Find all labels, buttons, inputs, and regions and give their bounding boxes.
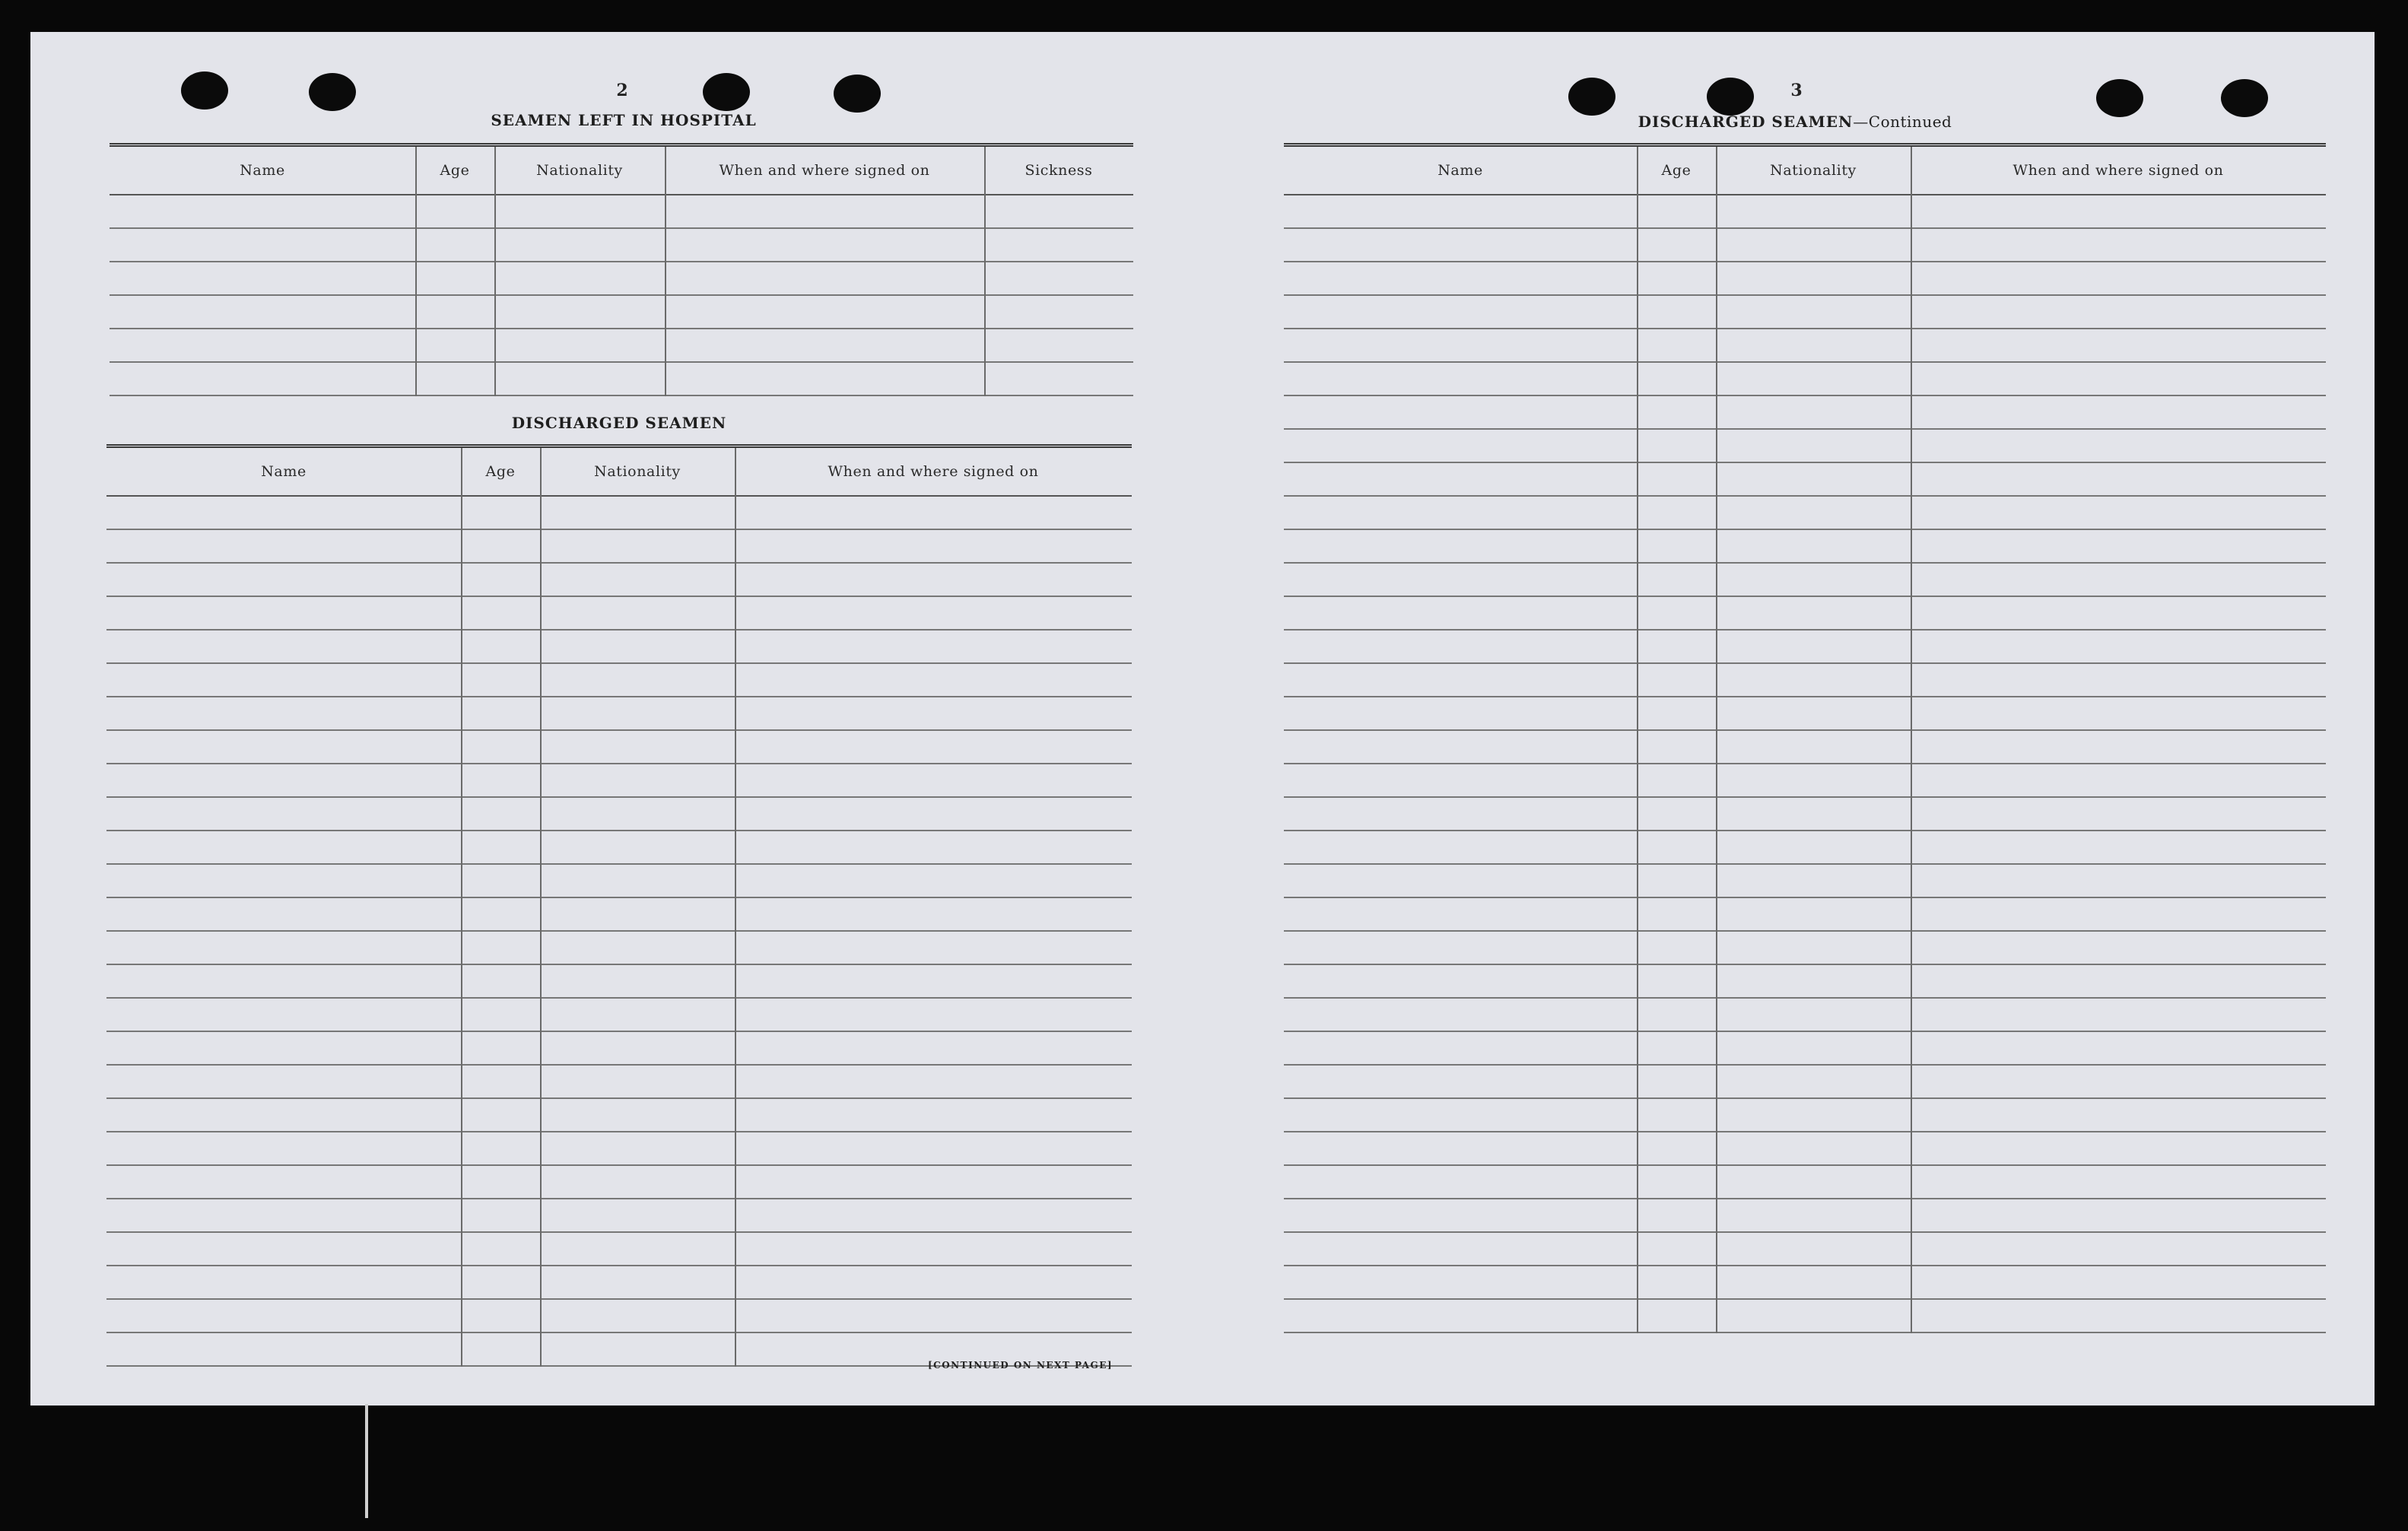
page-number-left: 2 (616, 81, 628, 100)
column-header-signed-on: When and where signed on (2012, 162, 2224, 179)
table-row (1284, 898, 2326, 932)
column-header-name: Name (240, 162, 285, 179)
table-row (106, 497, 1132, 530)
table-row (1284, 1199, 2326, 1233)
table-row (1284, 1266, 2326, 1300)
table-row (106, 697, 1132, 731)
punch-hole (309, 73, 356, 111)
column-divider (1911, 147, 1912, 1333)
column-header-nationality: Nationality (1770, 162, 1857, 179)
table-row (1284, 1099, 2326, 1132)
table-row (110, 296, 1133, 329)
table-row (106, 865, 1132, 898)
table-row (110, 262, 1133, 296)
table-row (106, 1066, 1132, 1099)
table-row (106, 1199, 1132, 1233)
table-row (1284, 1300, 2326, 1333)
table-row (106, 631, 1132, 664)
table-row (1284, 731, 2326, 764)
hospital-section-title: SEAMEN LEFT IN HOSPITAL (491, 111, 757, 129)
discharged-table (106, 444, 1132, 1367)
column-header-age: Age (1661, 162, 1692, 179)
table-row (1284, 229, 2326, 262)
table-row (106, 932, 1132, 965)
table-row (1284, 195, 2326, 229)
table-body (106, 497, 1132, 1367)
table-row (106, 1233, 1132, 1266)
page-number-right: 3 (1790, 81, 1803, 100)
table-row (106, 898, 1132, 932)
column-divider (461, 448, 462, 1367)
punch-hole (1568, 78, 1615, 116)
table-row (106, 965, 1132, 999)
table-row (106, 530, 1132, 564)
column-header-name: Name (261, 463, 307, 480)
table-row (1284, 1032, 2326, 1066)
table-row (1284, 262, 2326, 296)
table-row (1284, 363, 2326, 396)
table-row (106, 1099, 1132, 1132)
table-row (1284, 999, 2326, 1032)
table-row (110, 195, 1133, 229)
table-row (1284, 396, 2326, 430)
column-header-nationality: Nationality (536, 162, 623, 179)
table-row (110, 363, 1133, 396)
table-row (1284, 764, 2326, 798)
table-row (1284, 497, 2326, 530)
table-header (1284, 147, 2326, 195)
table-row (1284, 831, 2326, 865)
table-row (1284, 697, 2326, 731)
punch-hole (703, 73, 750, 111)
table-row (1284, 1132, 2326, 1166)
discharged-section-title: DISCHARGED SEAMEN (511, 414, 727, 432)
table-header (106, 448, 1132, 497)
document-sheet (30, 32, 2375, 1406)
table-row (106, 798, 1132, 831)
table-row (106, 764, 1132, 798)
table-row (1284, 932, 2326, 965)
table-row (106, 1266, 1132, 1300)
table-row (106, 1132, 1132, 1166)
table-row (106, 597, 1132, 631)
table-body (1284, 195, 2326, 1333)
punch-hole (834, 75, 881, 113)
table-row (1284, 296, 2326, 329)
table-row (106, 564, 1132, 597)
table-row (1284, 597, 2326, 631)
table-row (1284, 564, 2326, 597)
punch-hole (181, 71, 228, 110)
table-row (106, 1166, 1132, 1199)
punch-hole (2096, 79, 2143, 117)
continued-note: [CONTINUED ON NEXT PAGE] (928, 1360, 1113, 1371)
column-divider (415, 147, 417, 396)
table-row (1284, 631, 2326, 664)
column-header-signed-on: When and where signed on (719, 162, 930, 179)
column-divider (984, 147, 986, 396)
table-row (110, 329, 1133, 363)
table-header (110, 147, 1133, 195)
table-row (1284, 530, 2326, 564)
continued-section-title-suffix: —Continued (1853, 113, 1952, 131)
column-divider (1637, 147, 1638, 1333)
continued-section-title-main: DISCHARGED SEAMEN (1638, 113, 1854, 131)
table-row (1284, 664, 2326, 697)
table-row (106, 831, 1132, 865)
punch-hole (1707, 78, 1754, 116)
column-divider (540, 448, 542, 1367)
table-row (1284, 1166, 2326, 1199)
table-row (106, 664, 1132, 697)
continued-section-title (1638, 113, 1952, 131)
table-row (1284, 865, 2326, 898)
column-header-age: Age (440, 162, 470, 179)
hospital-table (110, 143, 1133, 396)
table-body (110, 195, 1133, 396)
table-row (1284, 1233, 2326, 1266)
table-row (106, 999, 1132, 1032)
scan-artifact (365, 1404, 368, 1518)
column-divider (494, 147, 496, 396)
column-header-nationality: Nationality (594, 463, 681, 480)
column-header-signed-on: When and where signed on (828, 463, 1039, 480)
table-row (106, 1300, 1132, 1333)
table-row (110, 229, 1133, 262)
punch-hole (2221, 79, 2268, 117)
column-divider (1716, 147, 1717, 1333)
column-divider (735, 448, 736, 1367)
table-row (1284, 798, 2326, 831)
column-header-sickness: Sickness (1025, 162, 1093, 179)
column-header-age: Age (485, 463, 516, 480)
column-divider (665, 147, 666, 396)
table-row (106, 1032, 1132, 1066)
discharged-continued-table (1284, 143, 2326, 1333)
table-row (1284, 463, 2326, 497)
table-row (1284, 1066, 2326, 1099)
table-row (106, 731, 1132, 764)
column-header-name: Name (1437, 162, 1483, 179)
table-row (1284, 329, 2326, 363)
table-row (1284, 430, 2326, 463)
table-row (1284, 965, 2326, 999)
